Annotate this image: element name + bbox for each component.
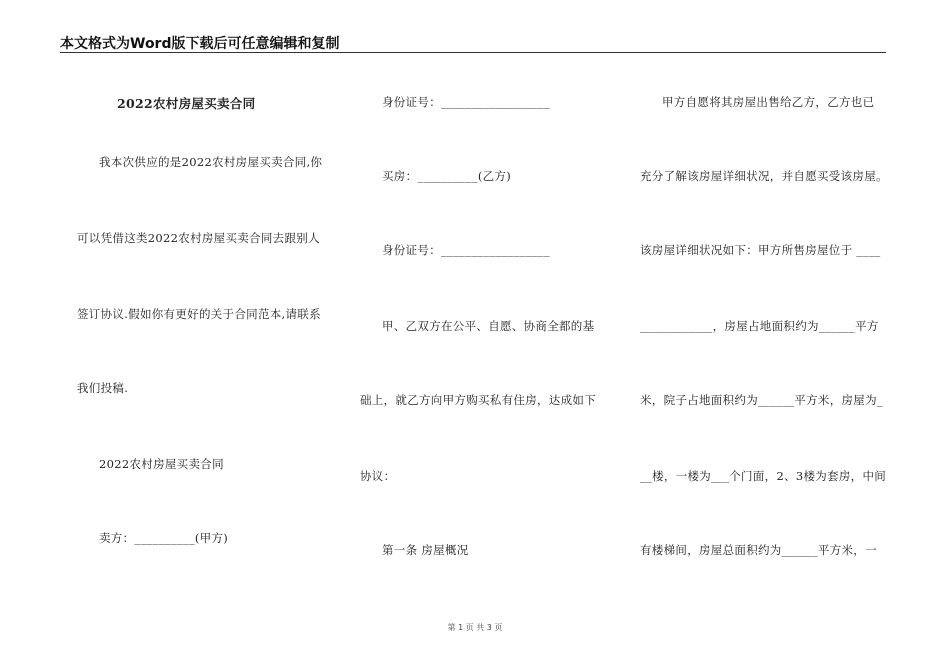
text-line: 签订协议.假如你有更好的关于合同范本,请联系 — [77, 307, 321, 321]
text-line: 该房屋详细状况如下：甲方所售房屋位于 ____ — [640, 243, 881, 257]
text-line: ____________，房屋占地面积约为______平方 — [640, 319, 879, 333]
text-line: 可以凭借这类2022农村房屋买卖合同去跟别人 — [77, 231, 320, 245]
text-line: 有楼梯间，房屋总面积约为______平方米，一 — [640, 543, 877, 557]
text-line: 我们投稿. — [77, 381, 129, 395]
text-line: 身份证号：__________________ — [382, 243, 550, 257]
section-heading: 第一条 房屋概况 — [382, 543, 469, 557]
text-line: 协议： — [360, 469, 396, 483]
text-line: 卖方：__________(甲方) — [99, 531, 229, 545]
text-line: 础上，就乙方向甲方购买私有住房，达成如下 — [360, 393, 596, 407]
contract-title: 2022农村房屋买卖合同 — [117, 96, 256, 111]
text-line: 甲方自愿将其房屋出售给乙方，乙方也已 — [662, 95, 875, 109]
document-header: 本文格式为Word版下载后可任意编辑和复制 — [60, 36, 340, 52]
text-line: 米，院子占地面积约为______平方米，房屋为_ — [640, 393, 883, 407]
text-line: __楼，一楼为___个门面，2、3楼为套房，中间 — [640, 469, 887, 483]
page-number: 第 1 页 共 3 页 — [447, 623, 503, 632]
text-line: 我本次供应的是2022农村房屋买卖合同,你 — [99, 155, 323, 169]
header-rule — [60, 52, 886, 53]
text-line: 身份证号：__________________ — [382, 95, 550, 109]
text-line: 充分了解该房屋详细状况，并自愿买受该房屋。 — [640, 169, 888, 183]
text-line: 2022农村房屋买卖合同 — [99, 457, 224, 471]
text-line: 甲、乙双方在公平、自愿、协商全都的基 — [382, 319, 595, 333]
text-line: 买房：__________(乙方) — [382, 169, 512, 183]
